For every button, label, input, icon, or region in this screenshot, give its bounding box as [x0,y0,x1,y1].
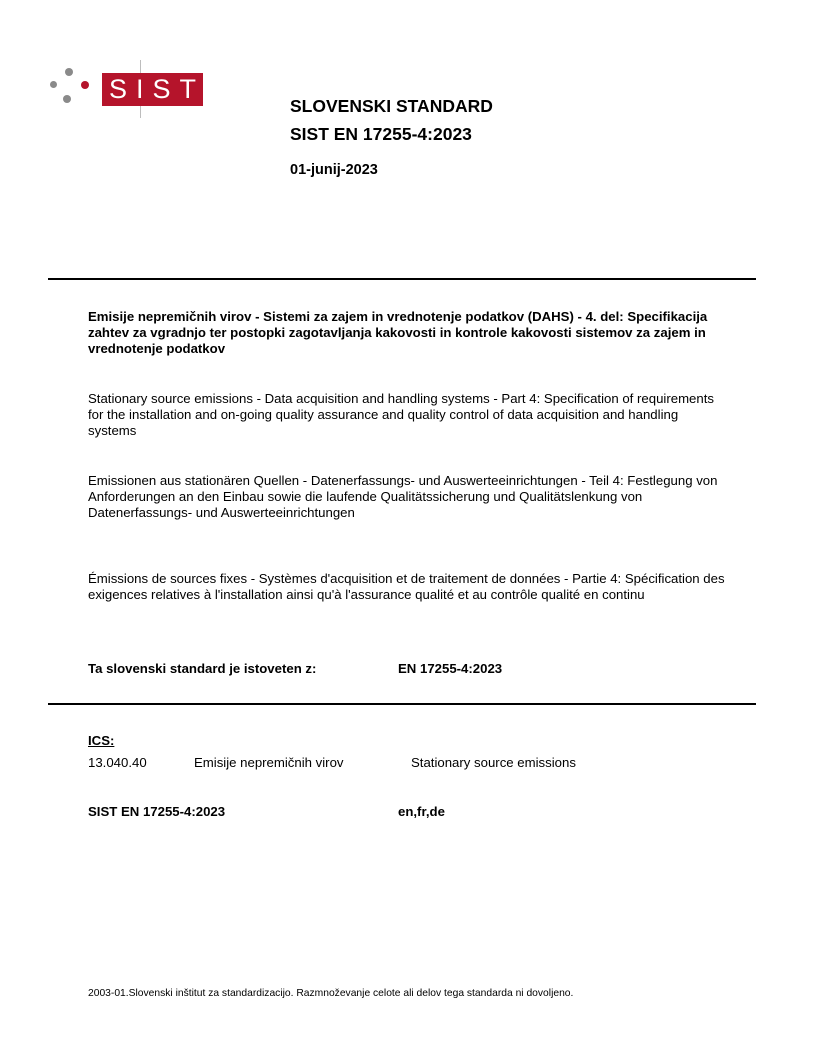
title-english: Stationary source emissions - Data acquisition and handling systems - Part 4: Specification of requirements for the installation and on-going quality assurance and quality control of data acquisition and handling systems [88,391,714,438]
logo-brand-text: SIST [102,73,203,106]
identity-value: EN 17255-4:2023 [398,661,503,676]
standard-id: SIST EN 17255-4:2023 [290,124,472,144]
logo-dot-icon [65,68,73,76]
logo-accent-dot-icon [81,81,89,89]
copyright-footer: 2003-01.Slovenski inštitut za standardizacijo. Razmnoževanje celote ali delov tega standarda ni dovoljeno. [88,988,574,999]
standard-date: 01-junij-2023 [290,162,378,178]
ics-code: 13.040.40 [88,755,147,770]
ics-description-sl: Emisije nepremičnih virov [194,755,344,770]
logo-dot-icon [63,95,71,103]
title-french: Émissions de sources fixes - Systèmes d'acquisition et de traitement de données - Partie 4: Spécification des exigences relatives à l'installation ainsi qu'à l'assurance qualité et au contrôle qualité en continu [88,571,725,602]
divider-bottom [48,703,756,705]
ics-label: ICS: [88,733,115,748]
identity-label: Ta slovenski standard je istoveten z: [88,661,317,676]
title-slovenian: Emisije nepremičnih virov - Sistemi za zajem in vrednotenje podatkov (DAHS) - 4. del: Specifikacija zahtev za vgradnjo ter postopki zagotavljanja kakovosti in kontrole kakovosti sistemov za zajem in vrednotenje podatkov [88,309,708,356]
document-id: SIST EN 17255-4:2023 [88,804,226,819]
ics-description-en: Stationary source emissions [411,755,576,770]
logo-dot-icon [50,81,57,88]
title-german: Emissionen aus stationären Quellen - Datenerfassungs- und Auswerteeinrichtungen - Teil 4: Festlegung von Anforderungen an den Einbau sowie die laufende Qualitätssicherung und Qualitätslenkung von Datenerfassungs- und Auswerteeinrichtungen [88,473,718,520]
document-languages: en,fr,de [398,804,445,819]
sist-logo [48,60,208,120]
divider-top [48,278,756,280]
standard-type: SLOVENSKI STANDARD [290,96,493,116]
